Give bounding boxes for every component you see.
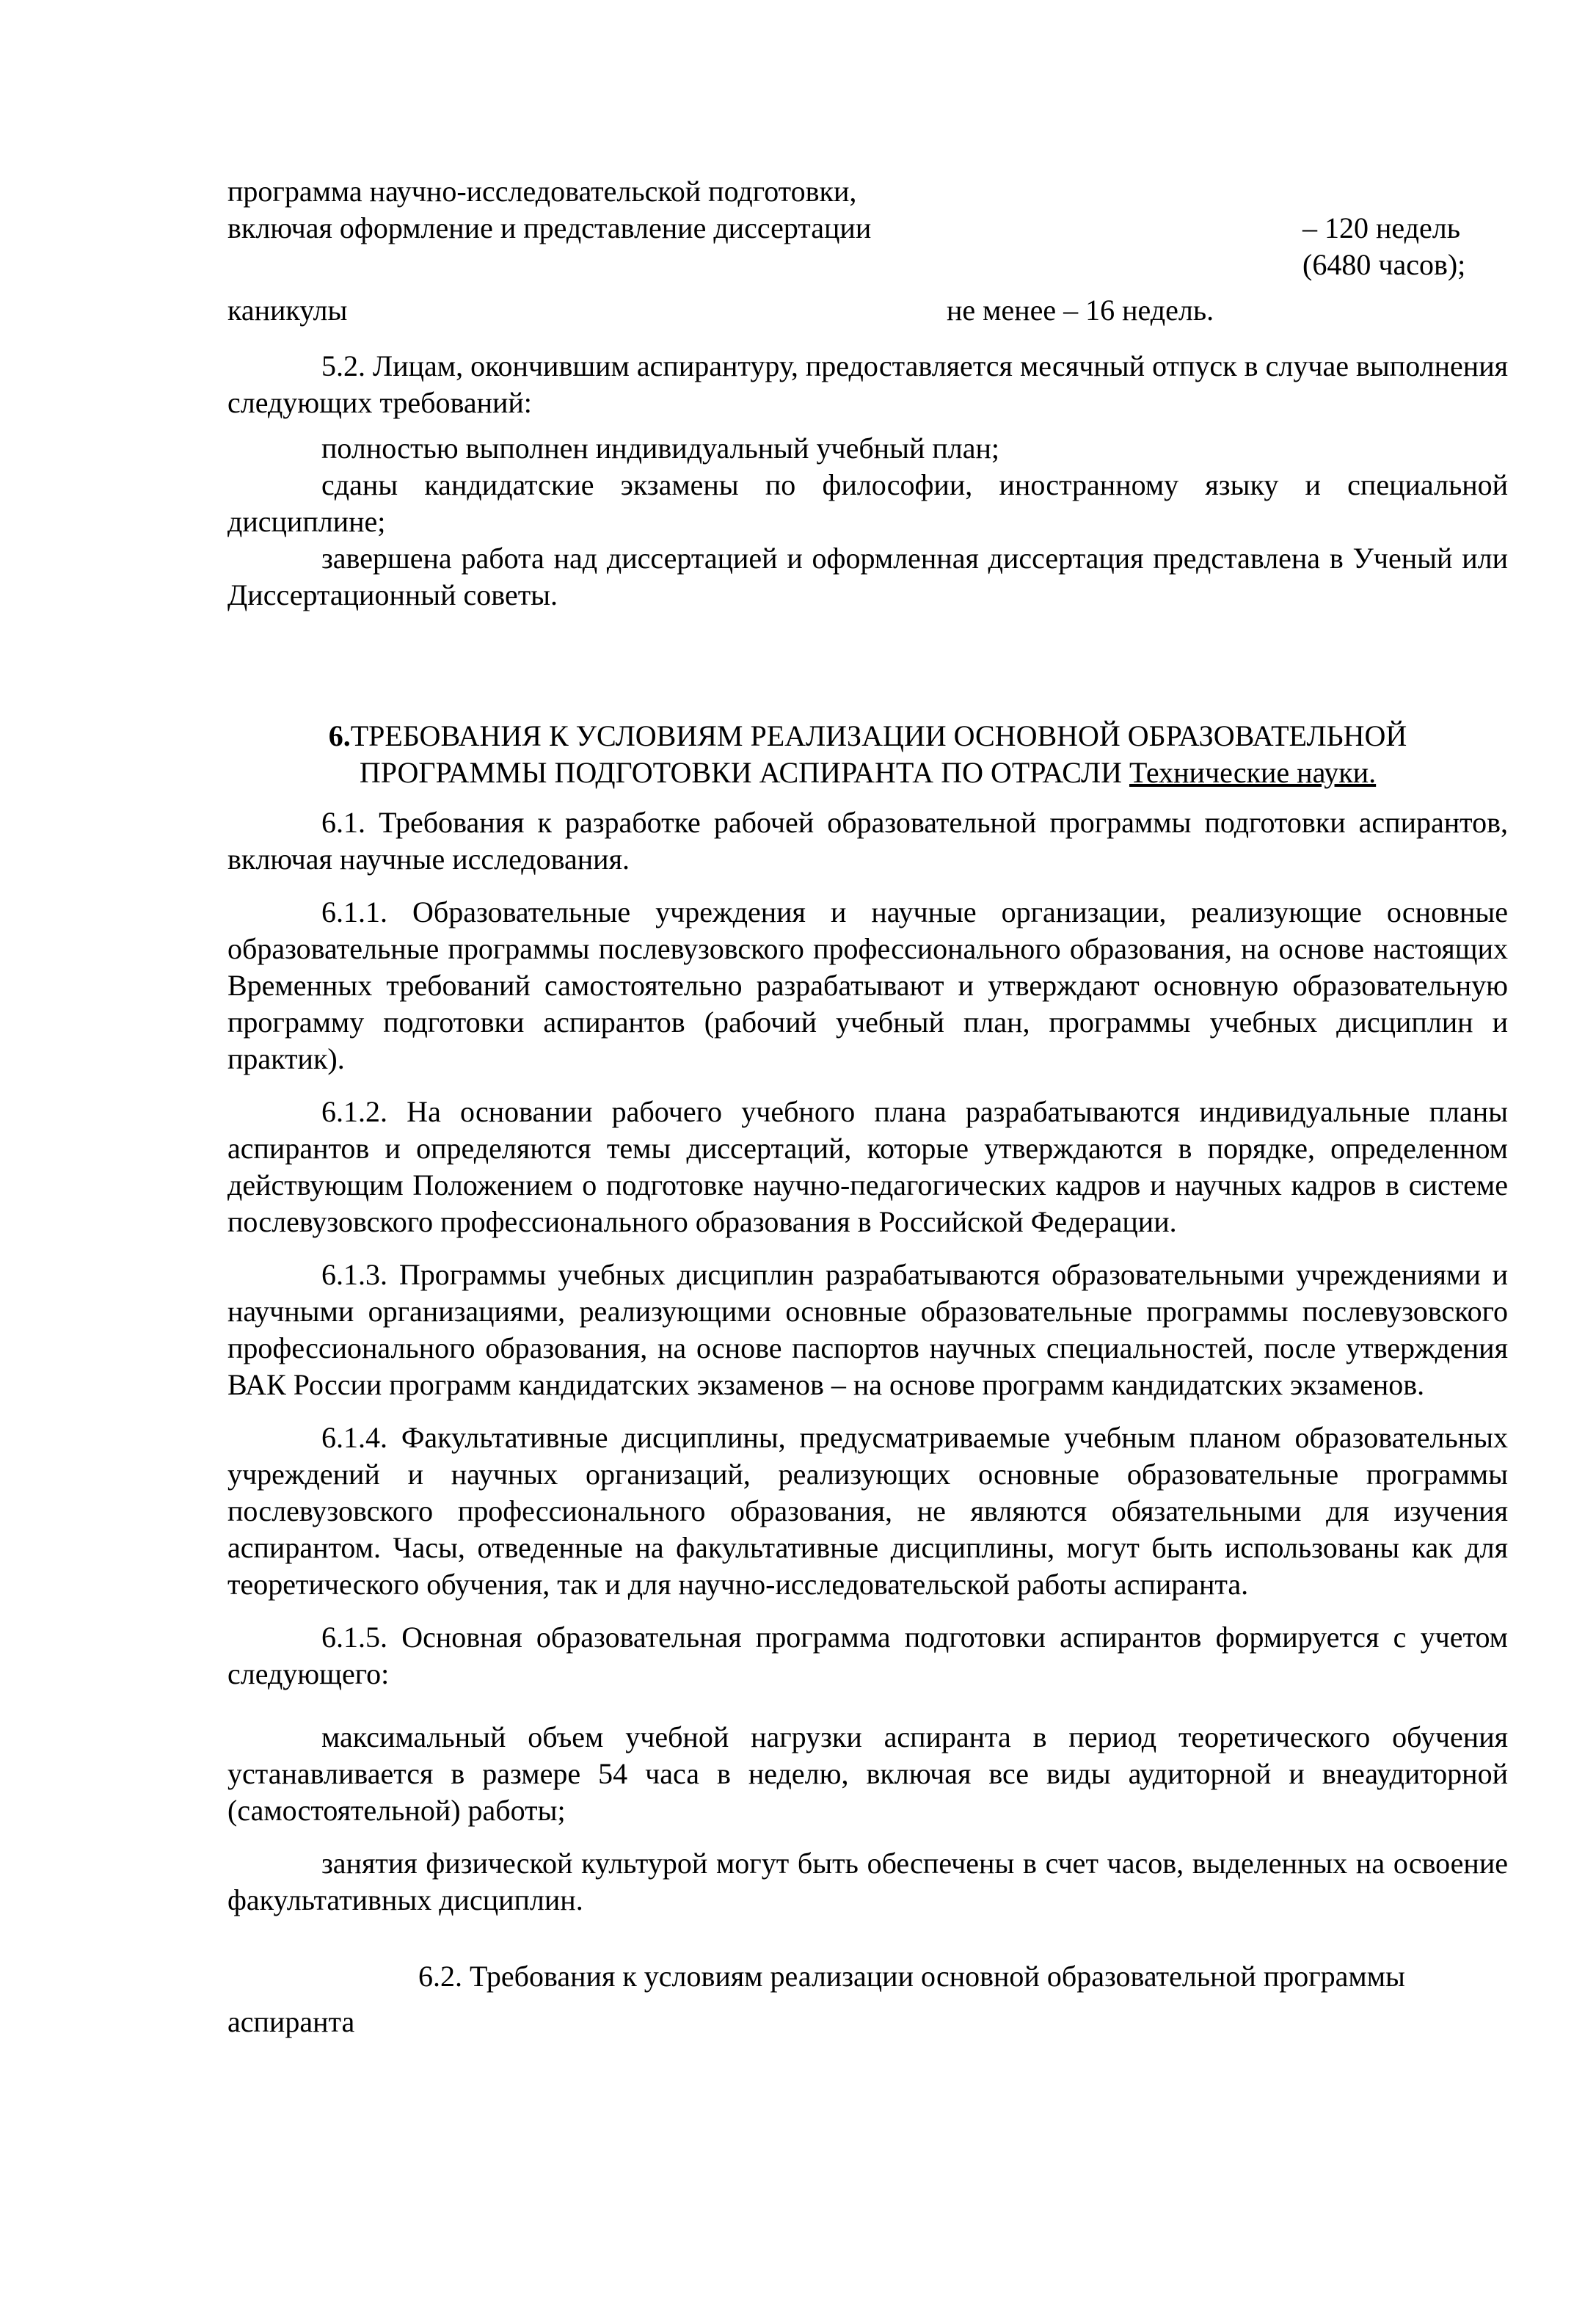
requirement-item: завершена работа над диссертацией и оформленная диссертация представлена в Ученый или Диссертационный советы.	[227, 542, 1508, 611]
schedule-vacation-row	[227, 292, 1508, 329]
section-title-line2: ПРОГРАММЫ ПОДГОТОВКИ АСПИРАНТА ПО ОТРАСЛИ	[359, 756, 1123, 789]
document-body	[227, 173, 1508, 2040]
paragraph-6-1-5: 6.1.5. Основная образовательная программа подготовки аспирантов формируется с учетом следующего:	[227, 1621, 1508, 1690]
schedule-research-line2: включая оформление и представление диссертации	[227, 211, 872, 244]
requirement-item: полностью выполнен индивидуальный учебный план;	[321, 432, 1000, 465]
paragraph-6-1-1: 6.1.1. Образовательные учреждения и научные организации, реализующие основные образовательные программы послевузовского профессионального образования, на основе настоящих Временных требований самостоятельно разрабатывают и утверждают основную образовательную программу подготовки аспирантов (рабочий учебный план, программы учебных дисциплин и практик).	[227, 895, 1508, 1075]
paragraph-6-1: 6.1. Требования к разработке рабочей образовательной программы подготовки аспирантов, включая научные исследования.	[227, 806, 1508, 876]
section-title-line1: ТРЕБОВАНИЯ К УСЛОВИЯМ РЕАЛИЗАЦИИ ОСНОВНОЙ ОБРАЗОВАТЕЛЬНОЙ	[350, 719, 1407, 752]
paragraph-6-2-tail: аспиранта	[227, 2005, 355, 2038]
section-number: 6.	[328, 719, 351, 752]
paragraph-6-1-2: 6.1.2. На основании рабочего учебного плана разрабатываются индивидуальные планы аспирантов и определяются темы диссертаций, которые утверждаются в порядке, определенном действующим Положением о подготовке научно-педагогических кадров и научных кадров в системе послевузовского профессионального образования в Российской Федерации.	[227, 1095, 1508, 1238]
schedule-vacation-value: не менее – 16 недель.	[947, 294, 1214, 327]
section-title-field: Технические науки.	[1129, 756, 1377, 789]
paragraph-6-2-heading: 6.2. Требования к условиям реализации основной образовательной программы	[418, 1960, 1405, 1993]
paragraph-6-1-4: 6.1.4. Факультативные дисциплины, предусматриваемые учебным планом образовательных учреждений и научных организаций, реализующих основные образовательные программы послевузовского профессионального образования, не являются обязательными для изучения аспирантом. Часы, отведенные на факультативные дисциплины, могут быть использованы как для теоретического обучения, так и для научно-исследовательской работы аспиранта.	[227, 1421, 1508, 1601]
paragraph-5-2: 5.2. Лицам, окончившим аспирантуру, предоставляется месячный отпуск в случае выполнения следующих требований:	[227, 349, 1508, 419]
paragraph-physical-education: занятия физической культурой могут быть обеспечены в счет часов, выделенных на освоение факультативных дисциплин.	[227, 1847, 1508, 1916]
schedule-vacation-label: каникулы	[227, 294, 348, 327]
requirement-item: сданы кандидатские экзамены по философии, иностранному языку и специальной дисциплине;	[227, 468, 1508, 538]
paragraph-6-1-3: 6.1.3. Программы учебных дисциплин разрабатываются образовательными учреждениями и научными организациями, реализующими основные образовательные программы послевузовского профессионального образования, на основе паспортов научных специальностей, после утверждения ВАК России программ кандидатских экзаменов – на основе программ кандидатских экзаменов.	[227, 1258, 1508, 1401]
schedule-research-row	[227, 173, 1508, 283]
schedule-research-line1: программа научно-исследовательской подготовки,	[227, 175, 857, 208]
schedule-research-value: – 120 недель (6480 часов);	[1302, 211, 1466, 281]
section-6-heading	[227, 718, 1508, 791]
paragraph-load-limit: максимальный объем учебной нагрузки аспиранта в период теоретического обучения устанавливается в размере 54 часа в неделю, включая все виды аудиторной и внеаудиторной (самостоятельной) работы;	[227, 1720, 1508, 1827]
